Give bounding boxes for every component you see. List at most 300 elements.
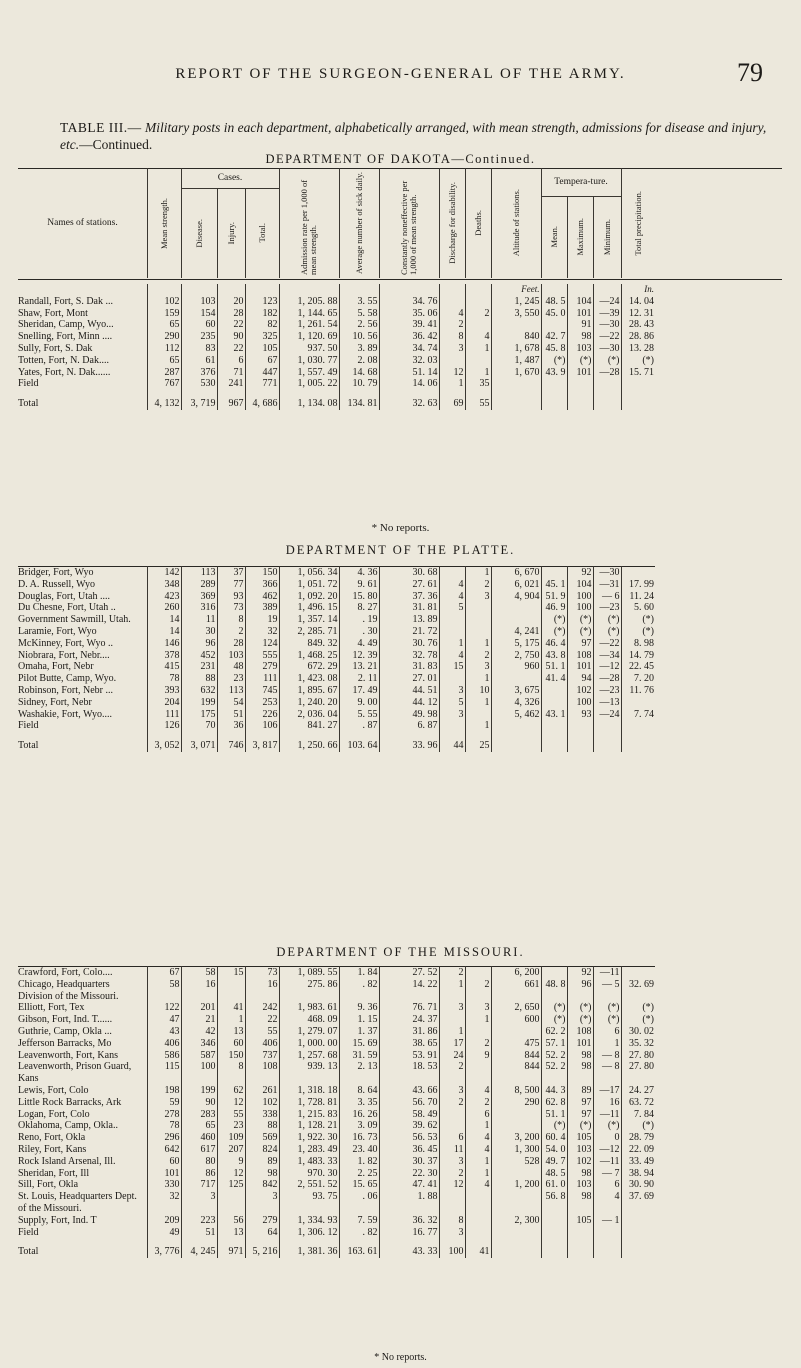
header-col-9-label: Deaths. — [472, 210, 483, 236]
cell-10: 3, 675 — [491, 685, 541, 697]
cell-6: 17. 49 — [339, 685, 379, 697]
cell-12: 104 — [567, 296, 593, 308]
cell-6: 134. 81 — [339, 390, 379, 410]
cell-1: 67 — [147, 967, 181, 979]
footnote-dakota: * No reports. — [371, 522, 430, 534]
cell-2: 16 — [181, 979, 217, 1003]
cell-10 — [491, 1109, 541, 1121]
cell-6: . 87 — [339, 720, 379, 732]
cell-10: 6, 670 — [491, 567, 541, 579]
cell-8: 3 — [439, 1156, 465, 1168]
cell-14: 7. 84 — [621, 1109, 655, 1121]
cell-8: 4 — [439, 650, 465, 662]
station-name: McKinney, Fort, Wyo .. — [18, 637, 113, 649]
table-row — [18, 1026, 655, 1038]
cell-14: 11. 76 — [621, 685, 655, 697]
cell-4: 22 — [245, 1014, 279, 1026]
header-cases-group-label: Cases. — [217, 173, 243, 183]
cell-4: 325 — [245, 331, 279, 343]
cell-1: 49 — [147, 1227, 181, 1239]
cell-8: 2 — [439, 1168, 465, 1180]
cell-2: 223 — [181, 1215, 217, 1227]
cell-14: 30. 02 — [621, 1026, 655, 1038]
cell-2: 103 — [181, 296, 217, 308]
cell-4: 3 — [245, 1191, 279, 1215]
cell-2: 3, 719 — [181, 390, 217, 410]
station-name: Randall, Fort, S. Dak ... — [18, 295, 113, 307]
table-missouri — [18, 966, 655, 1258]
table-row — [18, 1191, 655, 1215]
cell-4: 745 — [245, 685, 279, 697]
cell-11 — [541, 1227, 567, 1239]
cell-5: 849. 32 — [279, 638, 339, 650]
cell-10: 840 — [491, 331, 541, 343]
cell-3: 207 — [217, 1144, 245, 1156]
header-col-10-label: Altitude of stations. — [510, 189, 521, 257]
cell-2: 376 — [181, 367, 217, 379]
station-name: Field — [18, 720, 39, 732]
cell-14: 32. 69 — [621, 979, 655, 1003]
cell-14: 14. 79 — [621, 650, 655, 662]
cell-6: 1. 37 — [339, 1026, 379, 1038]
cell-10: 960 — [491, 661, 541, 673]
cell-9: 25 — [465, 732, 491, 752]
cell-2: 96 — [181, 638, 217, 650]
cell-12: 101 — [567, 1038, 593, 1050]
cell-7: 53. 91 — [379, 1050, 439, 1062]
cell-8 — [439, 720, 465, 732]
cell-3: 93 — [217, 591, 245, 603]
station-name: Sully, Fort, S. Dak — [18, 342, 93, 354]
cell-3: 13 — [217, 1026, 245, 1038]
cell-14: 17. 99 — [621, 579, 655, 591]
table-dakota — [18, 284, 655, 410]
cell-8: 69 — [439, 390, 465, 410]
cell-6: 163. 61 — [339, 1238, 379, 1258]
cell-6: 10. 56 — [339, 331, 379, 343]
table-row — [18, 1156, 655, 1168]
cell-7: 39. 41 — [379, 319, 439, 331]
cell-2: 3 — [181, 1191, 217, 1215]
cell-13: — 8 — [593, 1050, 621, 1062]
cell-3: 48 — [217, 661, 245, 673]
cell-4: 106 — [245, 720, 279, 732]
cell-1: 767 — [147, 378, 181, 390]
cell-5: 2, 551. 52 — [279, 1179, 339, 1191]
cell-9: 2 — [465, 579, 491, 591]
cell-7: 34. 74 — [379, 343, 439, 355]
header-temperature-group-label: Tempera-ture. — [554, 177, 608, 187]
cell-13: —30 — [593, 567, 621, 579]
cell-11: 49. 7 — [541, 1156, 567, 1168]
cell-11 — [541, 967, 567, 979]
cell-10 — [491, 378, 541, 390]
cell-12: 98 — [567, 1168, 593, 1180]
cell-3: 23 — [217, 1120, 245, 1132]
cell-10 — [491, 602, 541, 614]
cell-12: 97 — [567, 1109, 593, 1121]
cell-8: 1 — [439, 979, 465, 1003]
cell-7: 14. 22 — [379, 979, 439, 1003]
cell-7: 21. 72 — [379, 626, 439, 638]
station-name: Crawford, Fort, Colo.... — [18, 967, 113, 978]
cell-11 — [541, 697, 567, 709]
cell-1: 378 — [147, 650, 181, 662]
cell-3: 77 — [217, 579, 245, 591]
cell-1: 65 — [147, 319, 181, 331]
cell-9: 1 — [465, 1156, 491, 1168]
cell-8: 11 — [439, 1144, 465, 1156]
cell-14: (*) — [621, 1120, 655, 1132]
header-group-rule — [541, 196, 621, 197]
cell-11: 43. 8 — [541, 650, 567, 662]
cell-7: 22. 30 — [379, 1168, 439, 1180]
header-col-7-label: Constantly noneffective per 1,000 of mean strength. — [399, 180, 418, 275]
cell-7: 30. 76 — [379, 638, 439, 650]
cell-1: 112 — [147, 343, 181, 355]
cell-9: 1 — [465, 638, 491, 650]
cell-5: 1, 240. 20 — [279, 697, 339, 709]
cell-2: 83 — [181, 343, 217, 355]
cell-2: 289 — [181, 579, 217, 591]
station-name: Total — [18, 398, 39, 410]
cell-5: 1, 283. 49 — [279, 1144, 339, 1156]
header-rule — [465, 168, 466, 278]
table-platte — [18, 566, 655, 752]
cell-1: 348 — [147, 579, 181, 591]
cell-2: 530 — [181, 378, 217, 390]
unit-cell — [541, 284, 567, 296]
table-row — [18, 296, 655, 308]
cell-7: 24. 37 — [379, 1014, 439, 1026]
cell-4: 737 — [245, 1050, 279, 1062]
unit-cell: In. — [621, 284, 655, 296]
cell-13: 6 — [593, 1179, 621, 1191]
cell-8: 4 — [439, 591, 465, 603]
cell-12: 101 — [567, 367, 593, 379]
cell-7: 56. 53 — [379, 1132, 439, 1144]
cell-8: 44 — [439, 732, 465, 752]
header-rule — [621, 168, 622, 278]
cell-7: 39. 62 — [379, 1120, 439, 1132]
cell-1: 78 — [147, 1120, 181, 1132]
cell-11: 48. 8 — [541, 979, 567, 1003]
header-cases-disease-label: Disease. — [193, 218, 204, 248]
cell-1: 278 — [147, 1109, 181, 1121]
station-name: Pilot Butte, Camp, Wyo. — [18, 673, 117, 685]
cell-8 — [439, 614, 465, 626]
unit-cell — [439, 284, 465, 296]
cell-7: 32. 78 — [379, 650, 439, 662]
table-row — [18, 720, 655, 732]
table-row — [18, 343, 655, 355]
header-cases-injury — [217, 188, 245, 278]
cell-1: 58 — [147, 979, 181, 1003]
cell-4: 98 — [245, 1168, 279, 1180]
cell-6: 3. 89 — [339, 343, 379, 355]
cell-9: 1 — [465, 567, 491, 579]
cell-11: (*) — [541, 1002, 567, 1014]
cell-10 — [491, 1238, 541, 1258]
cell-12 — [567, 732, 593, 752]
cell-11: 52. 2 — [541, 1061, 567, 1085]
cell-13: —28 — [593, 673, 621, 685]
station-name: Field — [18, 1226, 39, 1238]
cell-4: 389 — [245, 602, 279, 614]
cell-11: (*) — [541, 355, 567, 367]
units-row — [18, 284, 655, 296]
header-cases-total — [245, 188, 279, 278]
header-temperature-mean-label: Mean. — [548, 226, 559, 248]
header-rule — [567, 196, 568, 278]
cell-3: 23 — [217, 673, 245, 685]
unit-cell — [465, 284, 491, 296]
footnote-missouri: * No reports. — [374, 1352, 427, 1363]
table-row — [18, 331, 655, 343]
unit-cell — [18, 284, 147, 296]
cell-5: 1, 089. 55 — [279, 967, 339, 979]
cell-12: 100 — [567, 697, 593, 709]
cell-13: —23 — [593, 685, 621, 697]
cell-1: 60 — [147, 1156, 181, 1168]
cell-8: 17 — [439, 1038, 465, 1050]
cell-8 — [439, 673, 465, 685]
unit-cell — [147, 284, 181, 296]
cell-7: 31. 83 — [379, 661, 439, 673]
unit-cell — [593, 284, 621, 296]
cell-13: —28 — [593, 367, 621, 379]
cell-12: 92 — [567, 567, 593, 579]
cell-5: 1, 496. 15 — [279, 602, 339, 614]
cell-12: (*) — [567, 355, 593, 367]
cell-7: 27. 61 — [379, 579, 439, 591]
cell-8: 1 — [439, 378, 465, 390]
cell-11 — [541, 567, 567, 579]
cell-5: 93. 75 — [279, 1191, 339, 1215]
table-row — [18, 1179, 655, 1191]
cell-14: 7. 20 — [621, 673, 655, 685]
cell-3: 71 — [217, 367, 245, 379]
cell-5: 1, 334. 93 — [279, 1215, 339, 1227]
cell-13: (*) — [593, 614, 621, 626]
cell-9 — [465, 967, 491, 979]
cell-10 — [491, 614, 541, 626]
cell-10: 6, 200 — [491, 967, 541, 979]
cell-6: 1. 82 — [339, 1156, 379, 1168]
unit-cell — [339, 284, 379, 296]
cell-11: 48. 5 — [541, 1168, 567, 1180]
cell-14: 28. 86 — [621, 331, 655, 343]
cell-7: 14. 06 — [379, 378, 439, 390]
cell-8: 2 — [439, 319, 465, 331]
cell-5: 937. 50 — [279, 343, 339, 355]
unit-cell: Feet. — [491, 284, 541, 296]
cell-1: 14 — [147, 614, 181, 626]
cell-11: 46. 4 — [541, 638, 567, 650]
station-name: Snelling, Fort, Minn .... — [18, 331, 113, 343]
cell-14 — [621, 967, 655, 979]
cell-11: 52. 2 — [541, 1050, 567, 1062]
cell-14: 27. 80 — [621, 1061, 655, 1085]
cell-5: 1, 120. 69 — [279, 331, 339, 343]
table-row — [18, 967, 655, 979]
cell-1: 586 — [147, 1050, 181, 1062]
cell-13: 4 — [593, 1191, 621, 1215]
cell-10: 3, 200 — [491, 1132, 541, 1144]
cell-9: 4 — [465, 331, 491, 343]
cell-9: 1 — [465, 673, 491, 685]
table-row — [18, 1168, 655, 1180]
cell-3: 90 — [217, 331, 245, 343]
header-col-5 — [279, 168, 339, 278]
cell-4: 16 — [245, 979, 279, 1003]
header-station-names — [18, 168, 147, 278]
cell-11: 54. 0 — [541, 1144, 567, 1156]
cell-14 — [621, 390, 655, 410]
cell-14: 24. 27 — [621, 1085, 655, 1097]
cell-2: 42 — [181, 1026, 217, 1038]
station-name: Washakie, Fort, Wyo.... — [18, 708, 112, 720]
cell-4: 462 — [245, 591, 279, 603]
cell-11: 60. 4 — [541, 1132, 567, 1144]
cell-1: 198 — [147, 1085, 181, 1097]
cell-14 — [621, 1227, 655, 1239]
cell-3: 241 — [217, 378, 245, 390]
cell-7: 43. 66 — [379, 1085, 439, 1097]
station-name: Gibson, Fort, Ind. T...... — [18, 1014, 113, 1026]
station-name: Sheridan, Camp, Wyo... — [18, 319, 114, 331]
cell-3: 967 — [217, 390, 245, 410]
cell-2: 199 — [181, 697, 217, 709]
cell-3: 8 — [217, 1061, 245, 1085]
cell-3: 8 — [217, 614, 245, 626]
cell-10: 661 — [491, 979, 541, 1003]
cell-5: 1, 056. 34 — [279, 567, 339, 579]
cell-7: 31. 81 — [379, 602, 439, 614]
cell-3: 28 — [217, 308, 245, 320]
cell-13: —31 — [593, 579, 621, 591]
header-rule — [439, 168, 440, 278]
cell-8: 3 — [439, 1002, 465, 1014]
cell-2: 58 — [181, 967, 217, 979]
cell-12: 98 — [567, 1061, 593, 1085]
cell-2: 51 — [181, 1227, 217, 1239]
cell-12: 101 — [567, 661, 593, 673]
cell-6: 4. 49 — [339, 638, 379, 650]
header-rule — [245, 188, 246, 278]
cell-4: 261 — [245, 1085, 279, 1097]
cell-10: 8, 500 — [491, 1085, 541, 1097]
station-name: Douglas, Fort, Utah .... — [18, 590, 110, 602]
unit-cell — [379, 284, 439, 296]
cell-12: (*) — [567, 1014, 593, 1026]
cell-1: 59 — [147, 1097, 181, 1109]
cell-5: 1, 728. 81 — [279, 1097, 339, 1109]
header-mean-strength-label: Mean strength. — [158, 197, 169, 249]
cell-4: 67 — [245, 355, 279, 367]
cell-12: 104 — [567, 579, 593, 591]
cell-11 — [541, 1215, 567, 1227]
cell-14: 37. 69 — [621, 1191, 655, 1215]
cell-10: 600 — [491, 1014, 541, 1026]
cell-9 — [465, 1215, 491, 1227]
cell-11: 45. 1 — [541, 579, 567, 591]
cell-13: —23 — [593, 602, 621, 614]
cell-4: 253 — [245, 697, 279, 709]
cell-7: 76. 71 — [379, 1002, 439, 1014]
cell-2: 231 — [181, 661, 217, 673]
section-title-platte: DEPARTMENT OF THE PLATTE. — [285, 543, 516, 557]
cell-11: 43. 9 — [541, 367, 567, 379]
cell-2: 70 — [181, 720, 217, 732]
cell-12 — [567, 720, 593, 732]
cell-14: 8. 98 — [621, 638, 655, 650]
cell-13 — [593, 378, 621, 390]
cell-6: 103. 64 — [339, 732, 379, 752]
table-row — [18, 1144, 655, 1156]
cell-13: —24 — [593, 709, 621, 721]
cell-2: 283 — [181, 1109, 217, 1121]
station-name: Laramie, Fort, Wyo — [18, 625, 97, 637]
cell-8: 3 — [439, 1085, 465, 1097]
table-row — [18, 1227, 655, 1239]
cell-5: 1, 092. 20 — [279, 591, 339, 603]
station-name: Totten, Fort, N. Dak.... — [18, 354, 109, 366]
cell-3: 20 — [217, 296, 245, 308]
cell-14: 14. 04 — [621, 296, 655, 308]
cell-2: 90 — [181, 1097, 217, 1109]
cell-1: 3, 052 — [147, 732, 181, 752]
cell-8: 3 — [439, 343, 465, 355]
cell-13: —30 — [593, 319, 621, 331]
cell-13 — [593, 1238, 621, 1258]
cell-12: (*) — [567, 1002, 593, 1014]
cell-14 — [621, 720, 655, 732]
cell-2: 587 — [181, 1050, 217, 1062]
station-name: Sidney, Fort, Nebr — [18, 696, 92, 708]
station-name: St. Louis, Headquarters Dept. of the Missouri. — [18, 1191, 137, 1214]
cell-6: . 30 — [339, 626, 379, 638]
cell-4: 105 — [245, 343, 279, 355]
cell-7: 36. 45 — [379, 1144, 439, 1156]
cell-11 — [541, 732, 567, 752]
cell-11 — [541, 390, 567, 410]
cell-12: 100 — [567, 602, 593, 614]
cell-10: 1, 200 — [491, 1179, 541, 1191]
cell-5: 275. 86 — [279, 979, 339, 1003]
cell-3: 41 — [217, 1002, 245, 1014]
cell-12: (*) — [567, 1120, 593, 1132]
cell-5: 939. 13 — [279, 1061, 339, 1085]
cell-1: 65 — [147, 355, 181, 367]
cell-10: 290 — [491, 1097, 541, 1109]
cell-2: 65 — [181, 1120, 217, 1132]
cell-10 — [491, 1120, 541, 1132]
cell-10: 5, 175 — [491, 638, 541, 650]
cell-12: 98 — [567, 1191, 593, 1215]
cell-7: 31. 86 — [379, 1026, 439, 1038]
station-name: Bridger, Fort, Wyo — [18, 567, 94, 578]
cell-6: 5. 55 — [339, 709, 379, 721]
cell-12: 103 — [567, 1179, 593, 1191]
cell-8: 8 — [439, 331, 465, 343]
cell-13: —34 — [593, 650, 621, 662]
cell-5: 2, 285. 71 — [279, 626, 339, 638]
cell-2: 632 — [181, 685, 217, 697]
cell-4: 150 — [245, 567, 279, 579]
cell-14: 13. 28 — [621, 343, 655, 355]
cell-11: 51. 9 — [541, 591, 567, 603]
